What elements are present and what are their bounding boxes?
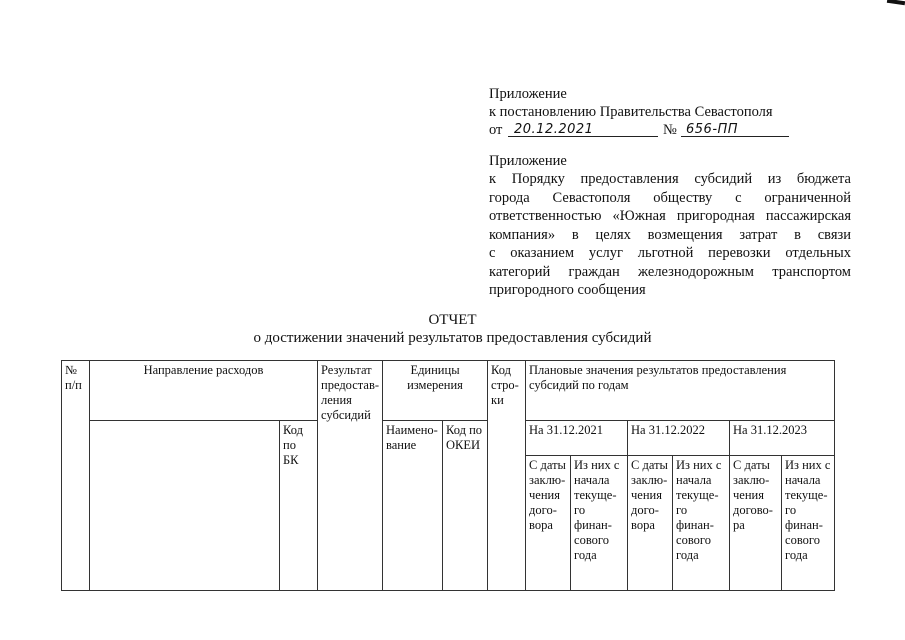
appendix2-heading: Приложение — [489, 153, 567, 169]
year-2023: На 31.12.2023 — [730, 421, 835, 456]
year-2021: На 31.12.2021 — [526, 421, 628, 456]
sub-from-contract: С даты заклю-чения догово-ра — [730, 456, 782, 591]
appendix2-line: категорий граждан железнодорожным транспортом — [489, 263, 851, 280]
appendix1-date-value: 20.12.2021 — [514, 122, 594, 137]
header-plan: Плановые значения результатов предоставления субсидий по годам — [526, 361, 835, 421]
appendix2-line: города Севастополя обществу с ограниченной — [489, 189, 851, 206]
appendix1-heading: Приложение — [489, 86, 567, 102]
appendix1-number-prefix: № — [663, 122, 677, 138]
report-subtitle: о достижении значений результатов предоставления субсидий — [253, 330, 652, 346]
scan-edge-mark — [887, 0, 905, 5]
sub-from-year: Из них с начала текуще-го финан-сового года — [673, 456, 730, 591]
report-title: ОТЧЕТ — [428, 312, 477, 328]
appendix1-to: к постановлению Правительства Севастополя — [489, 104, 773, 120]
year-2022: На 31.12.2022 — [628, 421, 730, 456]
header-code-bk: Код по БК — [280, 421, 318, 591]
header-result: Результат предостав-ления субсидий — [318, 361, 383, 591]
header-num: № п/п — [62, 361, 90, 591]
appendix1-number-value: 656-ПП — [686, 122, 739, 137]
appendix2-line: компания» в целях возмещения затрат в связи — [489, 226, 851, 243]
sub-from-contract: С даты заклю-чения дого-вора — [526, 456, 571, 591]
appendix2-line: ответственностью «Южная пригородная пассажирская — [489, 208, 851, 224]
header-unit-name: Наимено-вание — [383, 421, 443, 591]
appendix1-date-prefix: от — [489, 122, 503, 138]
appendix2-line: с оказанием услуг льготной перевозки отдельных — [489, 245, 851, 261]
sub-from-year: Из них с начала текуще-го финан-сового года — [782, 456, 835, 591]
header-direction: Направление расходов — [90, 361, 318, 421]
sub-from-year: Из них с начала текуще-го финан-сового года — [571, 456, 628, 591]
report-table — [61, 360, 835, 591]
header-row-code: Код стро-ки — [488, 361, 526, 591]
header-unit-okei: Код по ОКЕИ — [443, 421, 488, 591]
direction-empty-cell — [90, 421, 280, 591]
appendix2-line: к Порядку предоставления субсидий из бюджета — [489, 171, 851, 187]
appendix2-line: пригородного сообщения — [489, 282, 646, 298]
sub-from-contract: С даты заклю-чения дого-вора — [628, 456, 673, 591]
header-units: Единицы измерения — [383, 361, 488, 421]
